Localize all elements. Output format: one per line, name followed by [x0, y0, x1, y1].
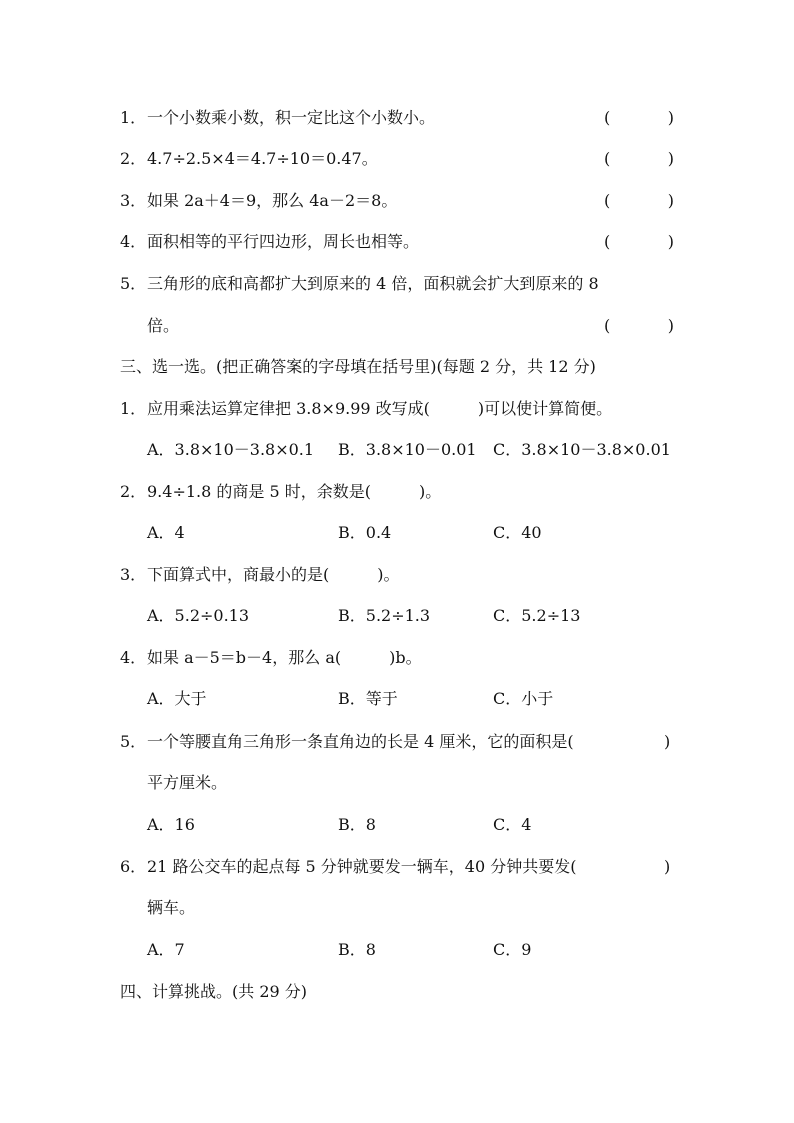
- section-4-heading: [0, 977, 794, 1007]
- item-text: 9.4÷1.8 的商是 5 时，余数是( )。: [147, 482, 442, 501]
- item-text: 如果 a－5＝b－4，那么 a( )b。: [147, 648, 422, 667]
- judge-item-4: 4． 面积相等的平行四边形，周长也相等。 ( ): [0, 227, 794, 257]
- judge-item-5: [0, 269, 794, 299]
- judge-item-3: 3． 如果 2a＋4＝9，那么 4a－2＝8。 ( ): [0, 186, 794, 216]
- item-number: 4．: [120, 232, 147, 251]
- item-number: 3．: [120, 565, 147, 584]
- choice-item-4: [0, 643, 794, 673]
- item-text: 一个小数乘小数，积一定比这个小数小。: [147, 108, 436, 127]
- option-a[interactable]: A．4: [147, 523, 185, 542]
- option-c[interactable]: C．小于: [493, 689, 554, 708]
- choice-item-5-cont: [0, 768, 794, 798]
- item-number: 6．: [120, 857, 147, 876]
- option-c[interactable]: C．9: [493, 940, 532, 959]
- choice-item-6-cont: [0, 893, 794, 923]
- item-text-continuation: 平方厘米。: [147, 773, 228, 792]
- option-b[interactable]: B．8: [338, 815, 376, 834]
- item-text: 三角形的底和高都扩大到原来的 4 倍，面积就会扩大到原来的 8: [147, 274, 599, 293]
- section-3-heading: [0, 352, 794, 382]
- section-title: 四、计算挑战。(共 29 分): [120, 982, 308, 1001]
- item-number: 1．: [120, 108, 147, 127]
- choice-item-5: [0, 727, 794, 757]
- option-a[interactable]: A．16: [147, 815, 195, 834]
- item-number: 1．: [120, 399, 147, 418]
- option-b[interactable]: B．5.2÷1.3: [338, 606, 431, 625]
- item-number: 5．: [120, 274, 147, 293]
- option-c[interactable]: C．40: [493, 523, 542, 542]
- choice-item-6: [0, 852, 794, 882]
- item-text: 4.7÷2.5×4＝4.7÷10＝0.47。: [147, 149, 378, 168]
- choice-options-4: [0, 684, 794, 714]
- option-a[interactable]: A．3.8×10－3.8×0.1: [147, 440, 315, 459]
- item-number: 5．: [120, 732, 147, 751]
- item-text: 一个等腰直角三角形一条直角边的长是 4 厘米，它的面积是(: [147, 732, 574, 751]
- item-text: 如果 2a＋4＝9，那么 4a－2＝8。: [147, 191, 398, 210]
- option-b[interactable]: B．3.8×10－0.01: [338, 440, 477, 459]
- option-a[interactable]: A．7: [147, 940, 185, 959]
- option-c[interactable]: C．4: [493, 815, 532, 834]
- judge-item-5-cont: 倍。 ( ): [0, 311, 794, 341]
- option-a[interactable]: A．大于: [147, 689, 207, 708]
- option-b[interactable]: B．0.4: [338, 523, 392, 542]
- item-number: 2．: [120, 482, 147, 501]
- choice-options-1: [0, 435, 794, 465]
- section-title: 三、选一选。(把正确答案的字母填在括号里)(每题 2 分，共 12 分): [120, 357, 596, 376]
- item-number: 3．: [120, 191, 147, 210]
- item-number: 4．: [120, 648, 147, 667]
- choice-options-6: [0, 935, 794, 965]
- paren-close: ): [664, 857, 671, 876]
- item-text: 下面算式中，商最小的是( )。: [147, 565, 400, 584]
- choice-item-3: [0, 560, 794, 590]
- item-text: 面积相等的平行四边形，周长也相等。: [147, 232, 420, 251]
- item-number: 2．: [120, 149, 147, 168]
- choice-item-2: [0, 477, 794, 507]
- option-b[interactable]: B．8: [338, 940, 376, 959]
- paren-close: ): [664, 732, 671, 751]
- item-text-continuation: 辆车。: [147, 898, 196, 917]
- choice-item-1: [0, 394, 794, 424]
- judge-item-1: 1． 一个小数乘小数，积一定比这个小数小。 ( ): [0, 103, 794, 133]
- option-c[interactable]: C．3.8×10－3.8×0.01: [493, 440, 671, 459]
- option-b[interactable]: B．等于: [338, 689, 398, 708]
- option-a[interactable]: A．5.2÷0.13: [147, 606, 250, 625]
- item-text-continuation: 倍。: [147, 316, 180, 335]
- option-c[interactable]: C．5.2÷13: [493, 606, 581, 625]
- choice-options-5: [0, 810, 794, 840]
- judge-item-2: 2． 4.7÷2.5×4＝4.7÷10＝0.47。 ( ): [0, 144, 794, 174]
- item-text: 应用乘法运算定律把 3.8×9.99 改写成( )可以使计算简便。: [147, 399, 613, 418]
- item-text: 21 路公交车的起点每 5 分钟就要发一辆车，40 分钟共要发(: [147, 857, 577, 876]
- choice-options-3: [0, 601, 794, 631]
- choice-options-2: [0, 518, 794, 548]
